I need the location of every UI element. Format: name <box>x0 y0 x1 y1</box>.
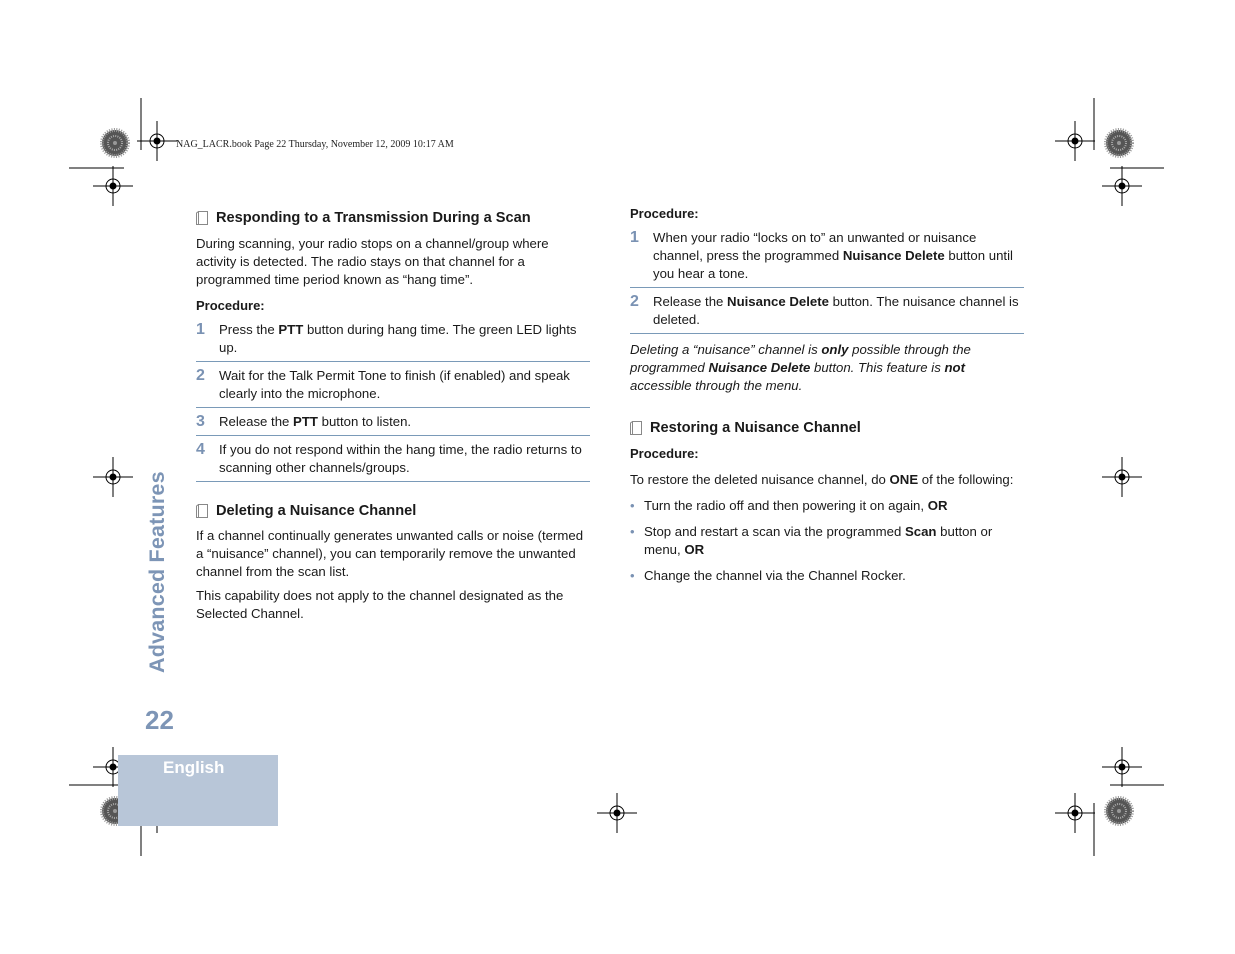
step-number: 4 <box>196 441 205 458</box>
note-bold: not <box>944 360 965 375</box>
bullet-icon: • <box>630 524 635 539</box>
bullet-text: Change the channel via the Channel Rocker. <box>644 568 906 583</box>
note-text: Deleting a “nuisance” channel is <box>630 342 822 357</box>
registration-mark-icon <box>1102 166 1142 206</box>
section-label: Advanced Features <box>145 471 169 673</box>
language-label: English <box>163 758 225 777</box>
bullet-text: Stop and restart a scan via the programmed <box>644 524 905 539</box>
note-bold: Nuisance Delete <box>708 360 811 375</box>
bullet-bold: OR <box>684 542 705 557</box>
step-item <box>630 229 1024 288</box>
bullet-icon: • <box>630 498 635 513</box>
section-heading <box>196 502 591 520</box>
procedure-label: Procedure: <box>630 206 699 221</box>
paragraph: During scanning, your radio stops on a channel/group where activity is detected. The radio stays on that channel for a programmed time period known as “hang time”. <box>196 236 549 287</box>
note-paragraph <box>630 341 1025 395</box>
registration-mark-icon <box>93 166 133 206</box>
color-target-icon <box>1106 130 1132 156</box>
color-target-icon <box>1106 798 1132 824</box>
step-bold: Nuisance Delete <box>727 294 829 309</box>
section-heading <box>196 209 591 227</box>
step-bold: PTT <box>293 414 318 429</box>
step-text: button during hang time. The green LED lights up. <box>219 322 577 355</box>
step-number: 2 <box>196 367 205 384</box>
step-number: 1 <box>630 229 639 246</box>
left-column <box>196 209 591 623</box>
note-text: button. This feature is <box>810 360 945 375</box>
print-slug: NAG_LACR.book Page 22 Thursday, November 12, 2009 10:17 AM <box>176 139 454 150</box>
registration-mark-icon <box>1102 457 1142 497</box>
right-column <box>630 205 1025 585</box>
note-bold: only <box>821 342 849 357</box>
step-number: 1 <box>196 321 205 338</box>
book-icon <box>196 504 208 518</box>
registration-mark-icon <box>137 121 177 161</box>
step-text: Release the <box>219 414 294 429</box>
step-item <box>196 362 590 408</box>
list-item <box>630 567 1025 585</box>
step-bold: Nuisance Delete <box>842 248 945 263</box>
bullet-bold: Scan <box>904 524 937 539</box>
step-text: button to listen. <box>317 414 412 429</box>
step-bold: PTT <box>278 322 304 337</box>
section-title: Deleting a Nuisance Channel <box>216 503 417 519</box>
list-item <box>630 523 1025 559</box>
step-text: When your radio “locks on to” an unwanted or nuisance channel, press the programmed <box>653 230 977 263</box>
step-item <box>196 321 590 362</box>
bullet-text: Turn the radio off and then powering it on again, <box>644 498 928 513</box>
step-item <box>196 436 590 482</box>
registration-mark-icon <box>1102 747 1142 787</box>
list-item <box>630 497 1025 515</box>
page-number: 22 <box>145 705 174 735</box>
note-text: possible through the programmed <box>630 342 971 375</box>
step-text: Release the <box>653 294 728 309</box>
intro-text: To restore the deleted nuisance channel, do <box>630 472 890 487</box>
registration-mark-icon <box>597 793 637 833</box>
step-text: button until you hear a tone. <box>653 248 1013 281</box>
paragraph: This capability does not apply to the channel designated as the Selected Channel. <box>196 588 564 621</box>
book-icon <box>630 421 642 435</box>
step-list <box>196 321 590 482</box>
paragraph: If a channel continually generates unwanted calls or noise (termed a “nuisance” channel), you can temporarily remove the unwanted channel from the scan list. <box>196 528 584 579</box>
note-text: accessible through the menu. <box>630 378 803 393</box>
step-text: If you do not respond within the hang time, the radio returns to scanning other channels/groups. <box>219 442 582 475</box>
registration-mark-icon <box>93 457 133 497</box>
procedure-label: Procedure: <box>630 446 699 461</box>
step-text: button. The nuisance channel is deleted. <box>653 294 1019 327</box>
bullet-list <box>630 497 1025 585</box>
color-target-icon <box>102 130 128 156</box>
step-text: Wait for the Talk Permit Tone to finish (if enabled) and speak clearly into the microphone. <box>219 368 570 401</box>
procedure-label: Procedure: <box>196 298 265 313</box>
section-title: Restoring a Nuisance Channel <box>650 420 861 436</box>
book-icon <box>196 211 208 225</box>
step-number: 2 <box>630 293 639 310</box>
bullet-text: button or menu, <box>644 524 993 557</box>
step-item <box>196 408 590 436</box>
registration-mark-icon <box>1055 793 1095 833</box>
paragraph <box>630 471 1025 489</box>
intro-bold: ONE <box>889 472 919 487</box>
step-item <box>630 288 1024 334</box>
step-list <box>630 229 1024 334</box>
section-heading <box>630 419 1025 437</box>
step-text: Press the <box>219 322 279 337</box>
intro-text: of the following: <box>918 472 1014 487</box>
step-number: 3 <box>196 413 205 430</box>
bullet-icon: • <box>630 568 635 583</box>
registration-mark-icon <box>1055 121 1095 161</box>
section-title: Responding to a Transmission During a Scan <box>216 210 531 226</box>
bullet-bold: OR <box>927 498 948 513</box>
